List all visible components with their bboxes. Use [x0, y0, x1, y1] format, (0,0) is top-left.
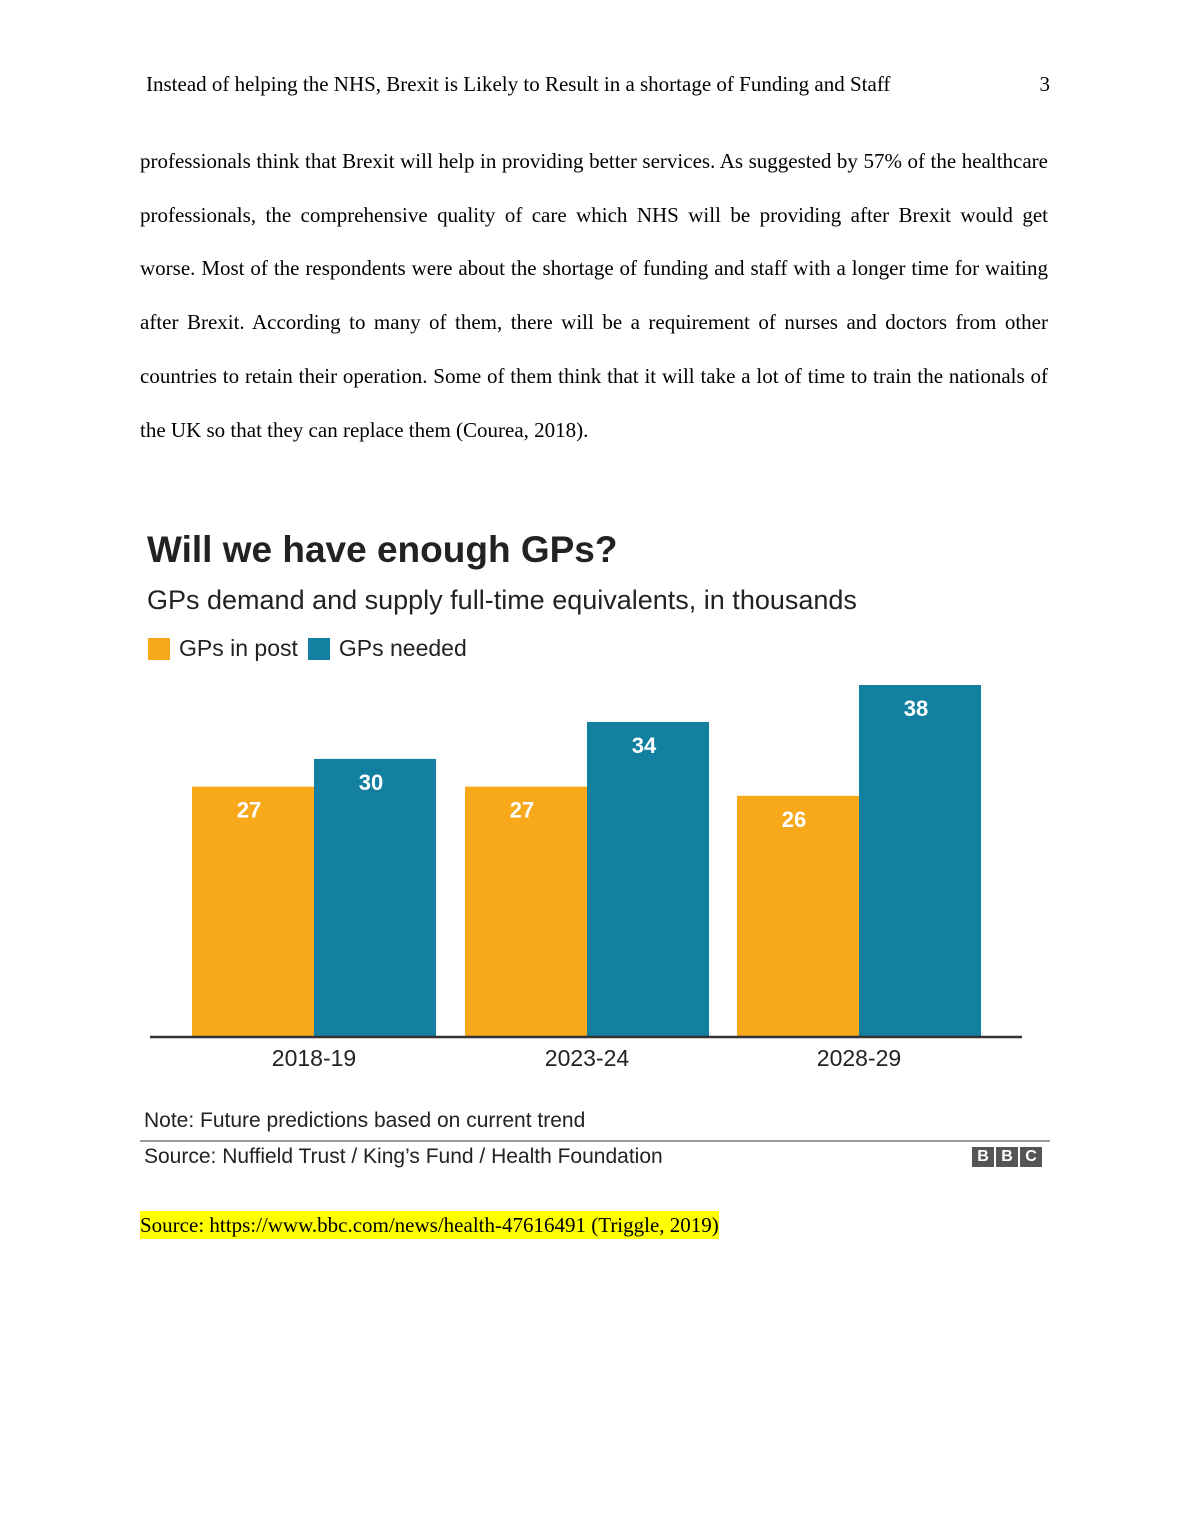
bbc-logo-letter: C — [1020, 1147, 1042, 1167]
legend-label-gps-needed: GPs needed — [338, 635, 467, 661]
chart-source: Source: Nuffield Trust / King’s Fund / Health Foundation — [144, 1145, 663, 1168]
data-label: 26 — [781, 806, 807, 832]
bar-gps-in-post-2023-24 — [465, 787, 587, 1036]
bar-gps-needed-2023-24 — [587, 722, 709, 1036]
bbc-logo — [972, 1147, 1042, 1167]
data-label: 27 — [236, 797, 262, 823]
data-label: 27 — [509, 797, 535, 823]
data-label: 34 — [631, 732, 657, 758]
bbc-logo-letter: B — [972, 1147, 994, 1167]
chart-title: Will we have enough GPs? — [147, 529, 618, 570]
figure-source-citation: Source: https://www.bbc.com/news/health-47616491 (Triggle, 2019) — [140, 1213, 719, 1237]
chart-subtitle: GPs demand and supply full-time equivalents, in thousands — [147, 585, 857, 615]
chart-legend — [148, 635, 477, 662]
chart-divider — [140, 1140, 1050, 1142]
data-label: 30 — [358, 769, 384, 795]
bar-gps-in-post-2028-29 — [737, 796, 859, 1036]
body-paragraph: professionals think that Brexit will help in providing better services. As suggested by 57% of the healthcare professionals, the comprehensive quality of care which NHS will be providing after Brexit would get worse. Most of the respondents were about the shortage of funding and staff with a longer time for waiting after Brexit. According to many of them, there will be a requirement of nurses and doctors from other countries to retain their operation. Some of them think that it will take a lot of time to train the nationals of the UK so that they can replace them (Courea, 2018). — [140, 149, 1048, 442]
bar-gps-needed-2018-19 — [314, 759, 436, 1036]
running-head-title: Instead of helping the NHS, Brexit is Likely to Result in a shortage of Funding and Staff — [146, 72, 891, 96]
x-tick-label: 2023-24 — [544, 1045, 630, 1071]
bar-gps-in-post-2018-19 — [192, 787, 314, 1036]
legend-swatch-gps-needed — [308, 638, 330, 660]
chart-note: Note: Future predictions based on current trend — [144, 1109, 586, 1132]
chart-figure — [140, 525, 1050, 1185]
bar-gps-needed-2028-29 — [859, 685, 981, 1036]
legend-item-gps-in-post — [148, 635, 298, 662]
x-tick-label: 2028-29 — [816, 1045, 902, 1071]
page-number: 3 — [1039, 72, 1050, 96]
legend-item-gps-needed — [308, 635, 467, 662]
data-label: 38 — [903, 696, 929, 721]
legend-swatch-gps-in-post — [148, 638, 170, 660]
x-tick-label: 2018-19 — [271, 1045, 357, 1071]
legend-label-gps-in-post: GPs in post — [179, 635, 298, 661]
bbc-logo-letter: B — [996, 1147, 1018, 1167]
